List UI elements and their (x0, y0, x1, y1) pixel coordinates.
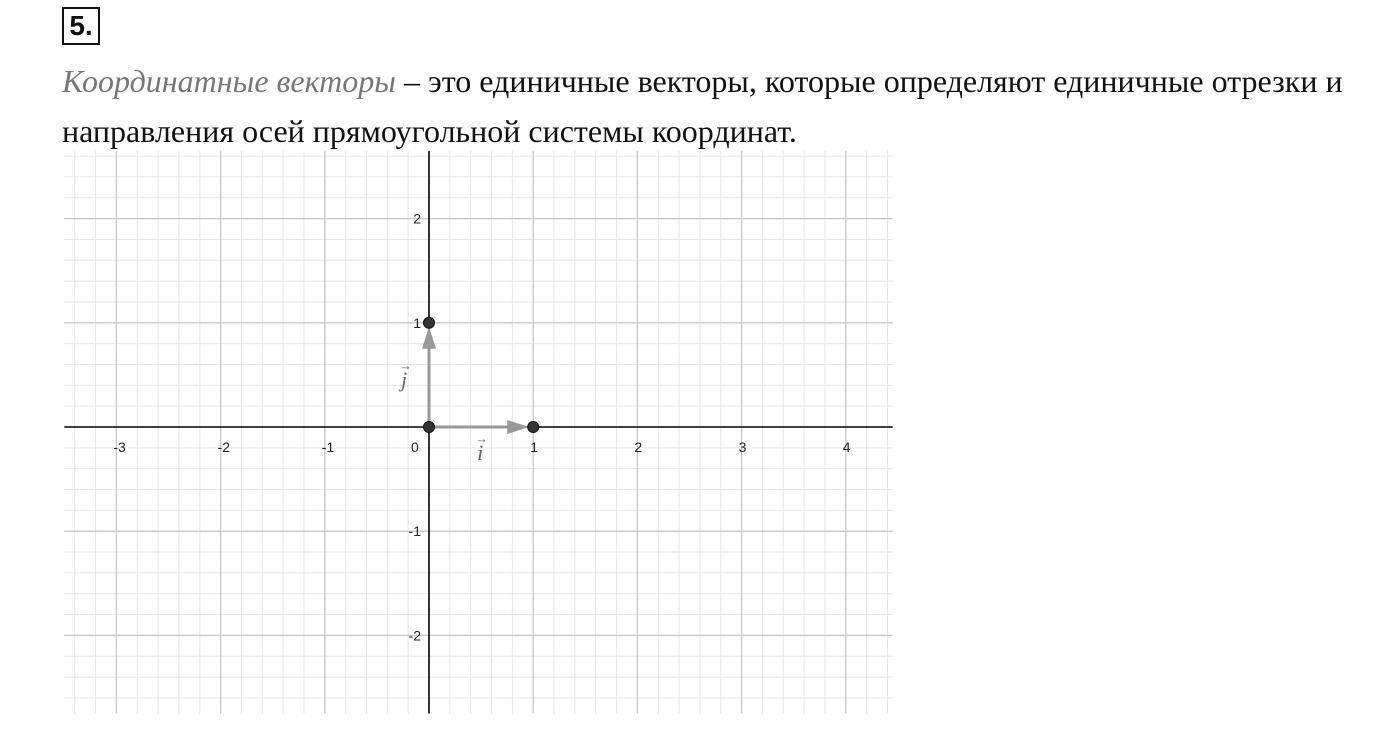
point (424, 317, 435, 328)
vector-j-label: j (401, 366, 408, 392)
x-tick-label: -3 (113, 439, 126, 455)
y-tick-label: -1 (408, 523, 421, 540)
x-tick-label: -2 (217, 439, 231, 455)
definition-term: Координатные векторы (62, 63, 396, 99)
point (424, 422, 435, 433)
y-tick-label: 1 (413, 314, 421, 331)
x-tick-label: 3 (738, 439, 747, 455)
definition-body: – это единичные векторы, которые определяют единичные отрезки и направления осей прямоугольной системы координат. (62, 63, 1343, 149)
vector-i-label: i (477, 440, 484, 465)
x-tick-label: 2 (634, 439, 643, 455)
y-tick-label: -2 (408, 627, 421, 644)
x-tick-label: 4 (842, 439, 851, 455)
x-tick-label: 0 (411, 439, 419, 455)
point (528, 422, 539, 433)
y-tick-label: 2 (413, 210, 421, 227)
vector-i-head (507, 420, 529, 434)
vector-i-arrow-mark: → (475, 431, 489, 446)
points (424, 317, 539, 432)
x-tick-label: 1 (530, 439, 538, 455)
vector-j-arrow-mark: → (399, 357, 412, 373)
x-tick-label: -1 (321, 439, 335, 455)
task-number: 5. (62, 7, 100, 45)
vector-j-head (422, 327, 436, 349)
